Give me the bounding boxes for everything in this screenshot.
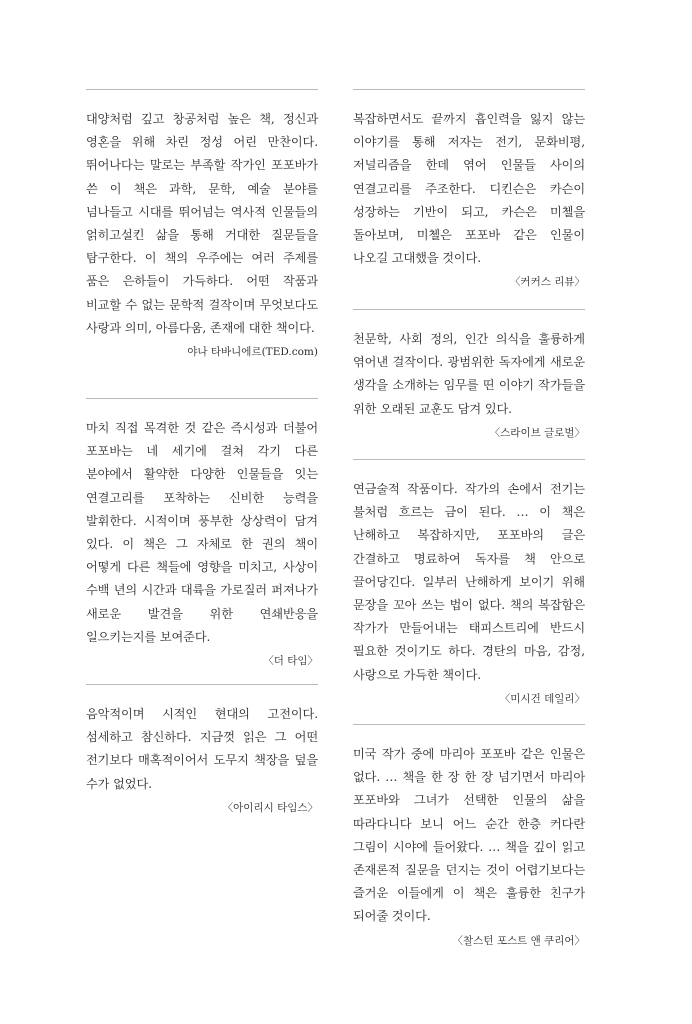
review-block [353,724,585,949]
review-source: 〈커커스 리뷰〉 [509,276,585,289]
divider [86,684,318,685]
review-source: 야나 타바니에르(TED.com) [187,346,318,359]
review-source: 〈스라이브 글로벌〉 [489,426,585,439]
review-text: 음악적이며 시적인 현대의 고전이다. 섬세하고 참신하다. 지금껏 읽은 그 어떤 전기보다 매혹적이어서 도무지 책장을 덮을 수가 없었다. [86,707,318,791]
review-text: 대양처럼 깊고 창공처럼 높은 책, 정신과 영혼을 위해 차린 정성 어린 만찬이다. 뛰어나다는 말로는 부족할 작가인 포포바가 쓴 이 책은 과학, 문학, 예술 분야를 넘나들고 시대를 뛰어넘는 역사적 인물들의 얽히고설킨 삶을 통해 거대한 질문들을 탐구한다. 이 책의 우주에는 여러 주제를 품은 은하들이 가득하다. 어떤 작품과 비교할 수 없는 문학적 걸작이며 무엇보다도 사랑과 의미, 아름다움, 존재에 대한 책이다. [86,112,318,335]
review-block [86,89,318,360]
review-text: 마치 직접 목격한 것 같은 즉시성과 더불어 포포바는 네 세기에 걸쳐 각기 다른 분야에서 활약한 다양한 인물들을 잇는 연결고리를 포착하는 신비한 능력을 발휘한다. 시적이며 풍부한 상상력이 담겨 있다. 이 책은 그 자체로 한 권의 책이 어떻게 다른 책들에 영향을 미치고, 사상이 수백 년의 시간과 대륙을 가로질러 퍼져나가 새로운 발견을 위한 연쇄반응을 일으키는지를 보여준다. [86,421,318,644]
review-source: 〈더 타임〉 [263,655,318,668]
review-source: 〈미시건 데일리〉 [499,692,585,705]
divider [353,724,585,725]
review-text: 연금술적 작품이다. 작가의 손에서 전기는 불처럼 흐르는 금이 된다. … 이 책은 난해하고 복잡하지만, 포포바의 글은 간결하고 명료하여 독자를 책 안으로 끌어당긴다. 일부러 난해하게 보이기 위해 문장을 꼬아 쓰는 법이 없다. 책의 복잡함은 작가가 만들어내는 태피스트리에 반드시 필요한 것이기도 하다. 경탄의 마음, 감정, 사랑으로 가득한 책이다. [353,482,585,682]
review-text: 천문학, 사회 정의, 인간 의식을 훌륭하게 엮어낸 걸작이다. 광범위한 독자에게 새로운 생각을 소개하는 임무를 띤 이야기 작가들을 위한 오래된 교훈도 담겨 있다. [353,332,585,416]
divider [353,309,585,310]
divider [86,89,318,90]
review-block [353,89,585,290]
review-block [353,309,585,441]
divider [353,459,585,460]
review-text: 복잡하면서도 끝까지 흡인력을 잃지 않는 이야기를 통해 저자는 전기, 문화비평, 저널리즘을 한데 엮어 인물들 사이의 연결고리를 주조한다. 디킨슨은 카슨이 성장하는 기반이 되고, 카슨은 미첼을 돌아보며, 미첼은 포포바 같은 인물이 나오길 고대했을 것이다. [353,112,585,266]
review-block [353,459,585,707]
review-text: 미국 작가 중에 마리아 포포바 같은 인물은 없다. … 책을 한 장 한 장 넘기면서 마리아 포포바와 그녀가 선택한 인물의 삶을 따라다니다 보니 어느 순간 한층 커다란 그림이 시야에 들어왔다. … 책을 깊이 읽고 존재론적 질문을 던지는 것이 어렵기보다는 즐거운 이들에게 이 책은 훌륭한 친구가 되어줄 것이다. [353,747,585,924]
divider [353,89,585,90]
review-source: 〈찰스턴 포스트 앤 쿠리어〉 [452,934,585,947]
review-source: 〈아이리시 타임스〉 [222,801,318,814]
review-block [86,684,318,816]
divider [86,398,318,399]
review-block [86,398,318,669]
